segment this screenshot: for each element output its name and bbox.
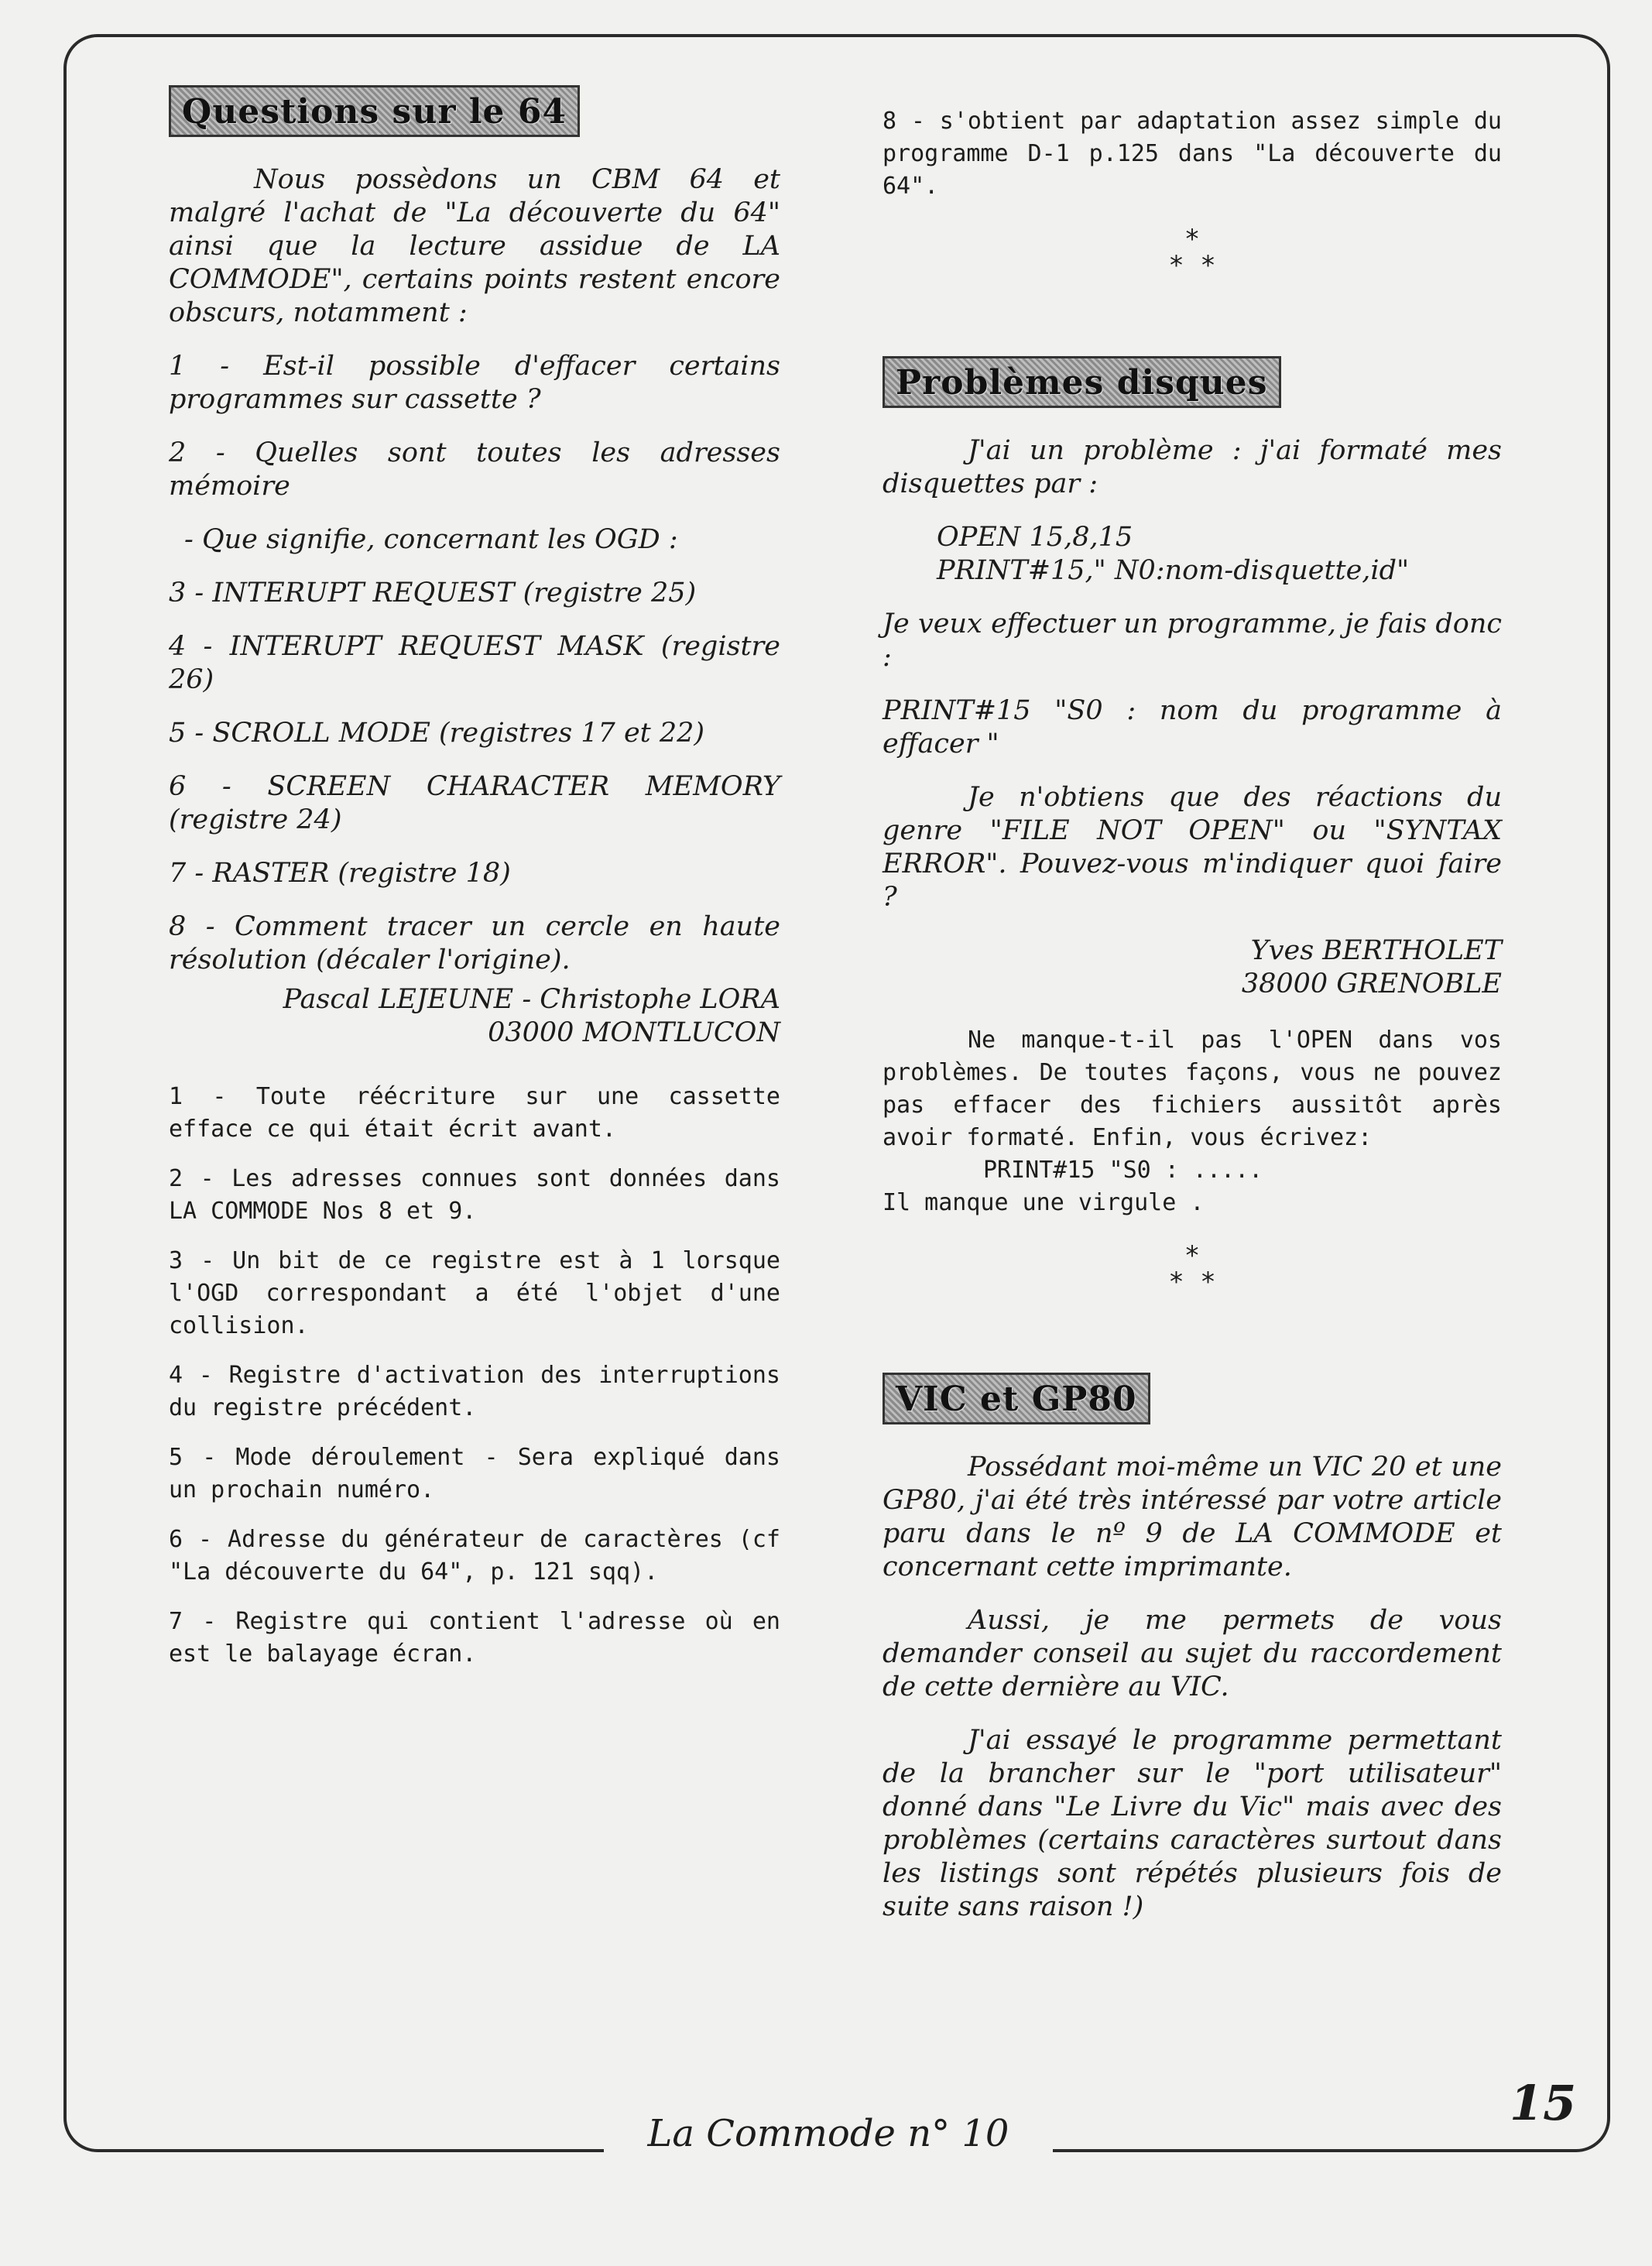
section-heading-vic: VIC et GP80 <box>883 1373 1150 1424</box>
disk-reply-end: Il manque une virgule . <box>883 1189 1205 1216</box>
separator-stars-1: * * * <box>1168 224 1216 281</box>
answer-3: 3 - Un bit de ce registre est à 1 lorsque l'OGD correspondant a été l'objet d'une collision. <box>169 1247 780 1339</box>
question-5: 5 - SCROLL MODE (registres 17 et 22) <box>169 718 705 749</box>
disk-para-3: PRINT#15 "S0 : nom du programme à effacer " <box>883 695 1502 759</box>
disk-signature-name: Yves BERTHOLET <box>1250 935 1502 966</box>
vic-para-2: Aussi, je me permets de vous demander conseil au sujet du raccordement de cette dernière au VIC. <box>883 1605 1502 1702</box>
disk-code-1: OPEN 15,8,15 <box>937 522 1133 553</box>
section-heading-disques: Problèmes disques <box>883 356 1281 408</box>
disk-code-2: PRINT#15," N0:nom-disquette,id" <box>937 555 1410 586</box>
answer-4: 4 - Registre d'activation des interruptions du registre précédent. <box>169 1362 780 1421</box>
question-1: 1 - Est-il possible d'effacer certains programmes sur cassette ? <box>169 351 780 415</box>
separator-stars-2: * * * <box>1168 1240 1216 1298</box>
disk-para-1: J'ai un problème : j'ai formaté mes disquettes par : <box>883 435 1502 499</box>
answer-8: 8 - s'obtient par adaptation assez simple du programme D-1 p.125 dans "La découverte du 64". <box>883 108 1502 200</box>
vic-para-3: J'ai essayé le programme permettant de la brancher sur le "port utilisateur" donné dans "Le Livre du Vic" mais avec des problèmes (certains caractères surtout dans les listings sont répétés plusieurs fois de suite sans raison !) <box>883 1725 1502 1922</box>
left-column <box>169 85 780 1688</box>
answer-5: 5 - Mode déroulement - Sera expliqué dans un prochain numéro. <box>169 1444 780 1503</box>
question-6: 6 - SCREEN CHARACTER MEMORY (registre 24) <box>169 771 780 835</box>
answer-6: 6 - Adresse du générateur de caractères (cf "La découverte du 64", p. 121 sqq). <box>169 1526 780 1586</box>
question-2: 2 - Quelles sont toutes les adresses mémoire <box>169 437 780 502</box>
answer-2: 2 - Les adresses connues sont données dans LA COMMODE Nos 8 et 9. <box>169 1165 780 1225</box>
section-heading-questions: Questions sur le 64 <box>169 85 580 137</box>
signature-names: Pascal LEJEUNE - Christophe LORA <box>283 984 780 1015</box>
signature-city: 03000 MONTLUCON <box>488 1017 780 1048</box>
page-number: 15 <box>1510 2075 1577 2131</box>
answer-7: 7 - Registre qui contient l'adresse où en est le balayage écran. <box>169 1608 780 1668</box>
question-3: 3 - INTERUPT REQUEST (registre 25) <box>169 578 697 608</box>
question-4: 4 - INTERUPT REQUEST MASK (registre 26) <box>169 631 780 695</box>
question-8: 8 - Comment tracer un cercle en haute résolution (décaler l'origine). <box>169 911 780 975</box>
question-7: 7 - RASTER (registre 18) <box>169 858 511 889</box>
footer-magazine-title: La Commode n° 10 <box>604 2112 1053 2155</box>
disk-reply: Ne manque-t-il pas l'OPEN dans vos problèmes. De toutes façons, vous ne pouvez pas effacer des fichiers aussitôt après avoir formaté. Enfin, vous écrivez: <box>883 1027 1502 1151</box>
vic-para-1: Possédant moi-même un VIC 20 et une GP80, j'ai été très intéressé par votre article paru dans le nº 9 de LA COMMODE et concernant cette imprimante. <box>883 1452 1502 1582</box>
question-ogd: - Que signifie, concernant les OGD : <box>184 524 678 555</box>
right-column <box>883 105 1502 1944</box>
disk-signature-city: 38000 GRENOBLE <box>1241 968 1502 999</box>
disk-reply-code: PRINT#15 "S0 : ..... <box>983 1157 1263 1184</box>
letter-intro: Nous possèdons un CBM 64 et malgré l'achat de "La découverte du 64" ainsi que la lecture assidue de LA COMMODE", certains points restent encore obscurs, notamment : <box>169 164 780 328</box>
answer-1: 1 - Toute réécriture sur une cassette efface ce qui était écrit avant. <box>169 1083 780 1143</box>
disk-para-2: Je veux effectuer un programme, je fais donc : <box>883 608 1502 673</box>
disk-para-4: Je n'obtiens que des réactions du genre "FILE NOT OPEN" ou "SYNTAX ERROR". Pouvez-vous m'indiquer quoi faire ? <box>883 782 1502 913</box>
